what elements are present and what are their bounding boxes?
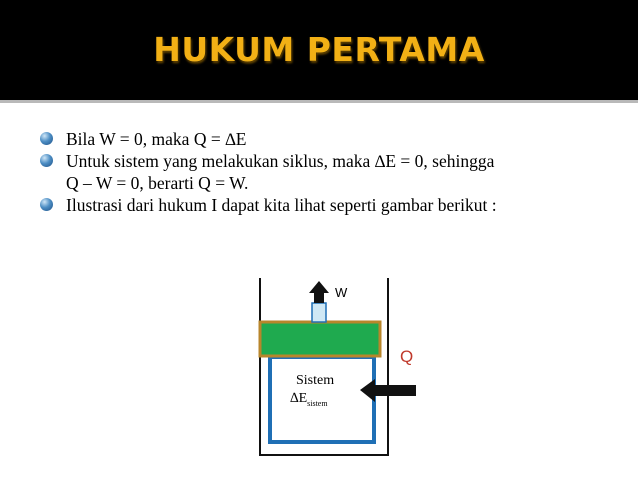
energy-change-label: [290, 391, 328, 408]
heat-label: Q: [400, 347, 414, 366]
work-arrow-icon: [309, 281, 329, 303]
piston-rod: [312, 303, 326, 322]
slide-title: HUKUM PERTAMA: [153, 30, 485, 69]
bullet-text: Bila W = 0, maka Q = ∆E: [66, 129, 247, 149]
system-label: Sistem: [296, 373, 335, 388]
work-label: W: [335, 285, 348, 300]
energy-symbol: ∆E: [290, 391, 308, 406]
energy-subscript: sistem: [307, 399, 328, 408]
piston: [260, 322, 380, 356]
bullet-text: Untuk sistem yang melakukan siklus, maka ∆E = 0, sehingga: [66, 151, 495, 171]
bullet-text-continued: Q – W = 0, berarti Q = W.: [66, 173, 249, 193]
bullet-text: Ilustrasi dari hukum I dapat kita lihat seperti gambar berikut :: [66, 195, 497, 215]
